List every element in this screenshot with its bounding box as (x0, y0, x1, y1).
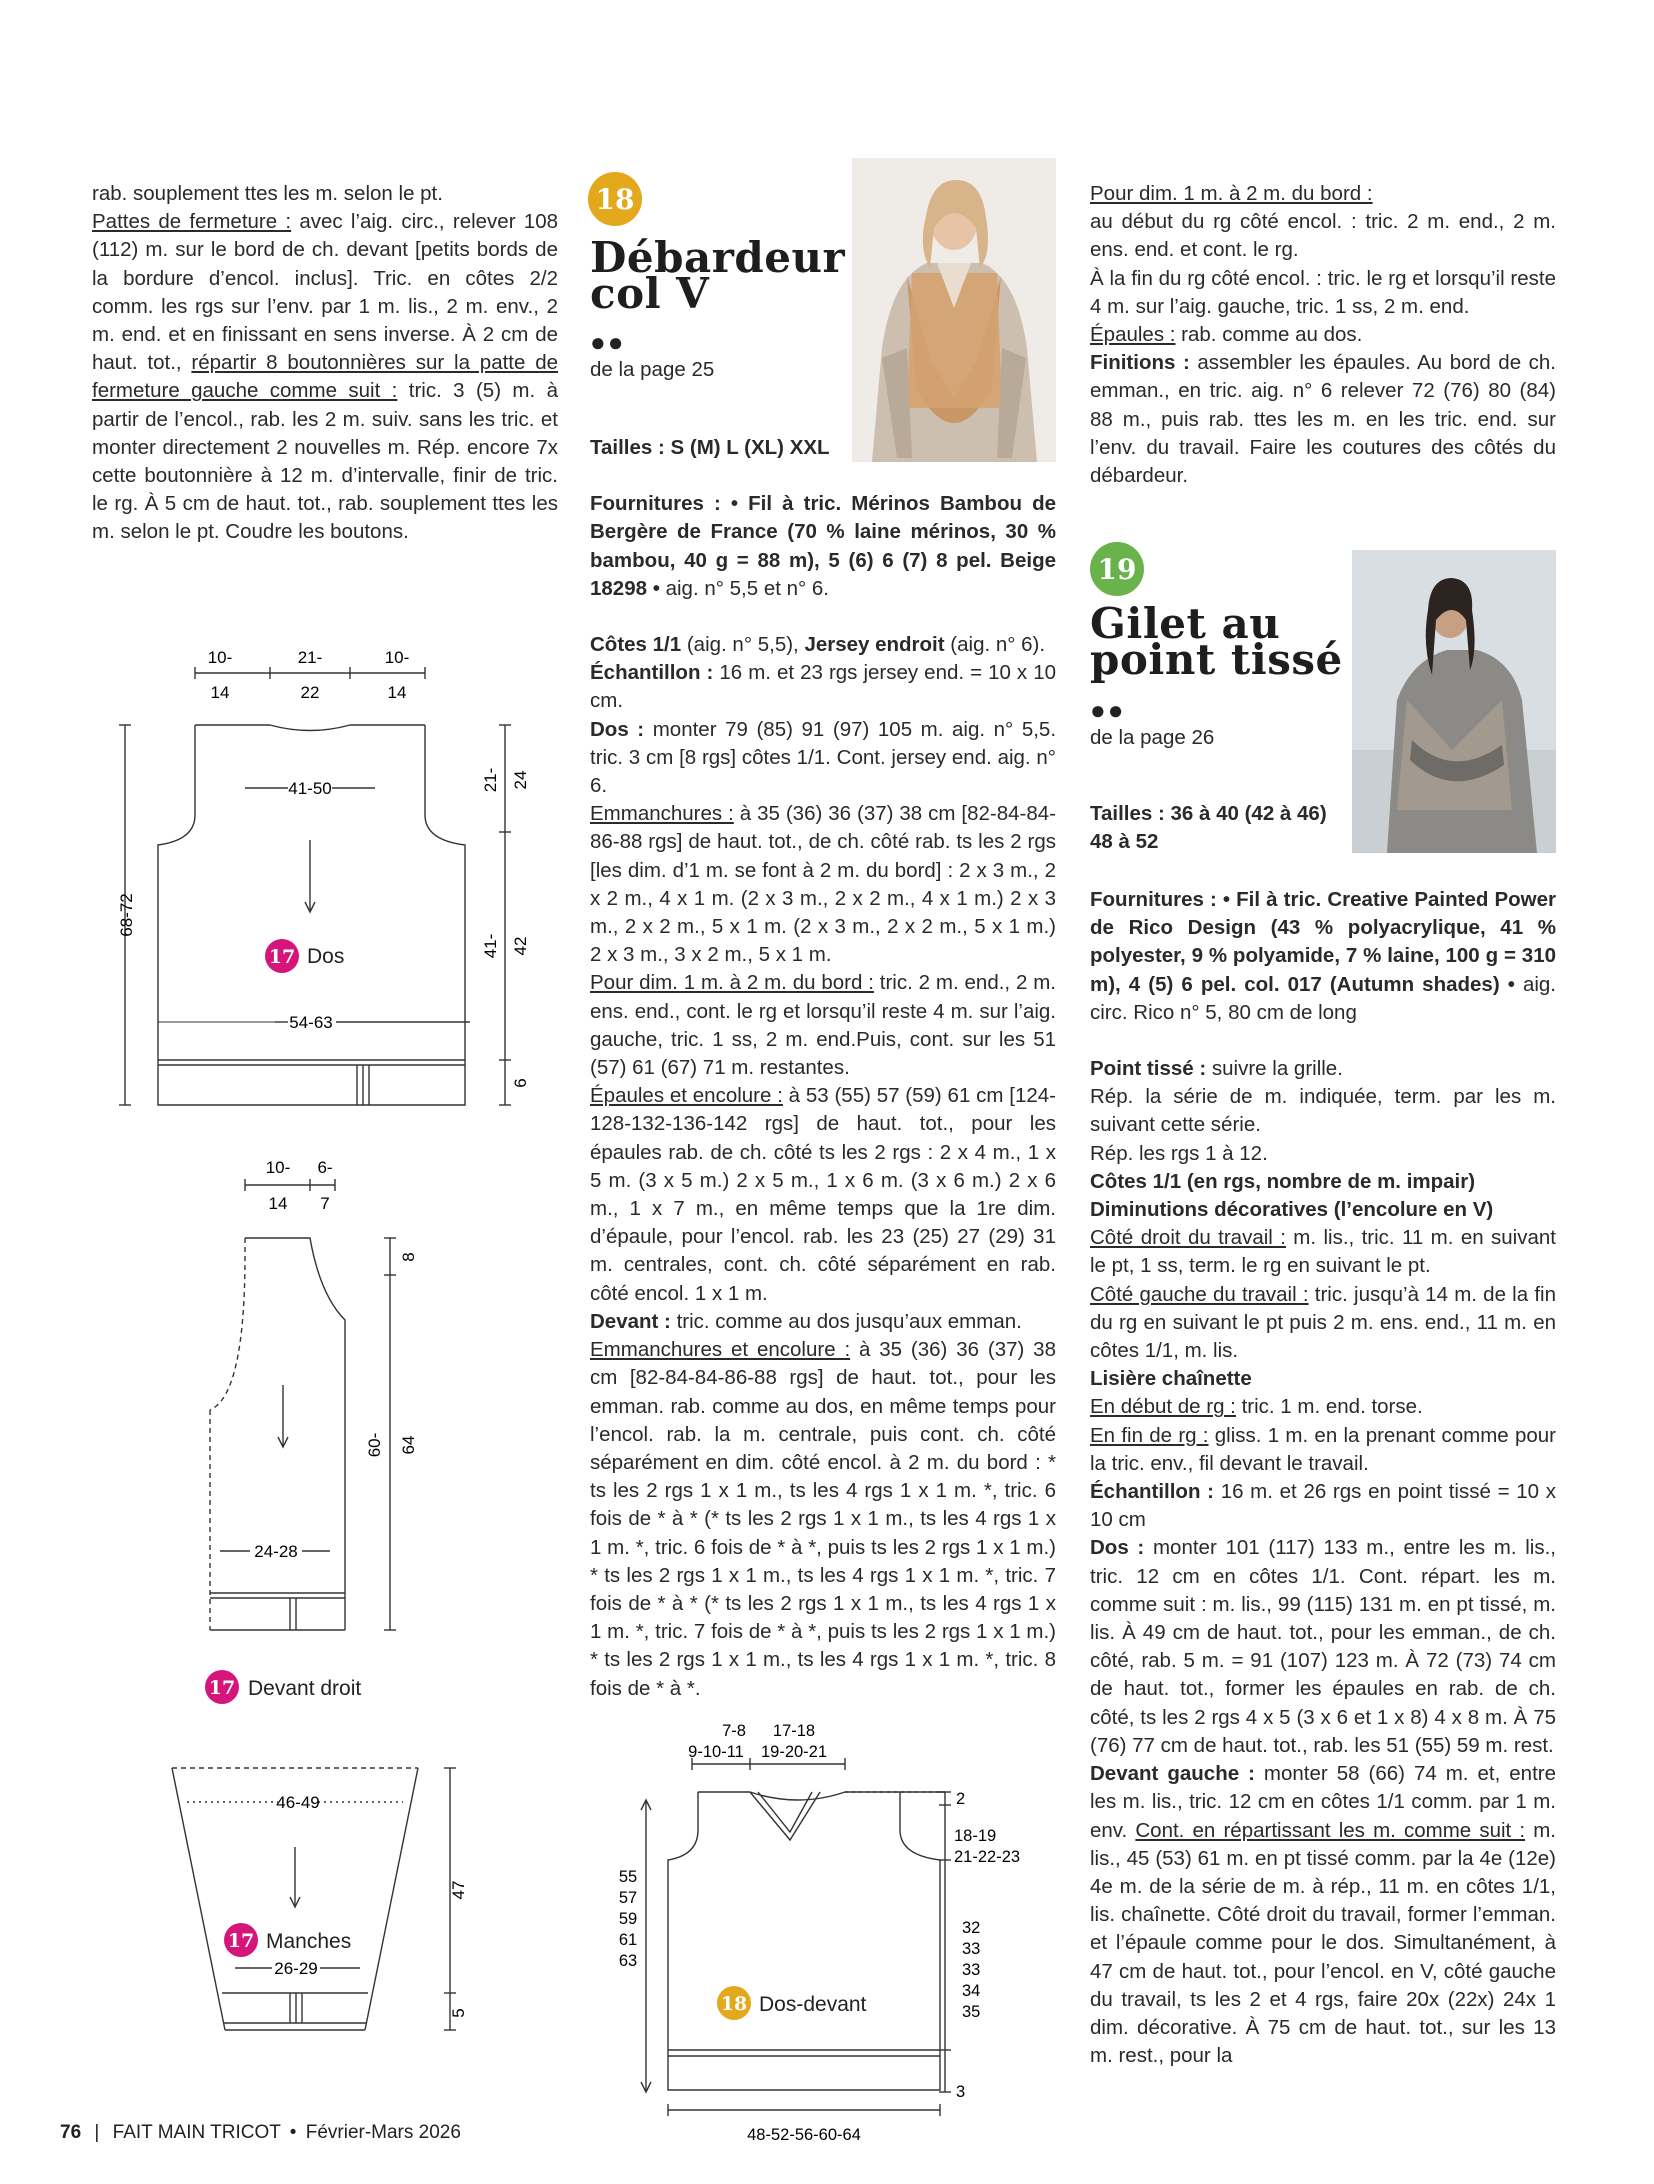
pattern19-number-badge: 19 (1090, 542, 1144, 596)
pattern19-cotes: Côtes 1/1 (en rgs, nombre de m. impair) (1090, 1169, 1476, 1193)
pattern19-supplies: Fournitures : • Fil à tric. Creative Painted Power de Rico Design (43 % polyacrylique, 41 % polyester, 9 % polyamide, 7 % laine, 100 g = 310 m), 4 (5) 6 pel. col. 017 (Autumn shades) • aig. circ. Rico n° 5, 80 cm de long (1090, 888, 1557, 1024)
right-epaules: Épaules : rab. comme au dos. (1090, 323, 1363, 347)
diagram-dos-devant (600, 1720, 1060, 2160)
pattern19-echantillon: Échantillon : 16 m. et 26 rgs en point tissé = 10 x 10 cm (1090, 1480, 1556, 1532)
pattern19-devant-gauche: Devant gauche : monter 58 (66) 74 m. et, entre les m. lis., tric. 12 cm en côtes 1/1 comm. par 1 m. env. Cont. en répartissant les m. comme suit : m. lis., 45 (53) 61 m. en pt tissé comm. par la 4e (12e) 4e m. de la série de m. à rép., 11 m. en côtes 1/1, lis. chaînette. Côté droit du travail, former l’emman. et l’épaule comme pour le dos. Simultanément, à 47 cm de haut. tot., pour l’encol. en V, côté gauche du travail, ts les 2 et 4 rgs, faire 20x (22x) 24x 1 dim. décorative. À 75 cm de haut. tot., sur les 13 m. rest., pour la (1090, 1762, 1556, 2068)
pattern19-from-page: de la page 26 (1090, 726, 1215, 749)
pattern19-lisiere: Lisière chaînette (1090, 1367, 1252, 1391)
dd-l-total-0: 55 (618, 1868, 638, 1886)
pattern19-fin-rg: En fin de rg : gliss. 1 m. en la prenant comme pour la tric. env., fil devant le travail. (1090, 1423, 1556, 1475)
dos-width-bottom: 54-63 (289, 1013, 333, 1032)
right-finitions: Finitions : assembler les épaules. Au bord de ch. emman., en tric. aig. n° 6 relever 72 (76) 80 (84) 88 m., puis rab. ttes les m. en les tric. end. sur l’env. du travail. Faire les coutures des côtés du débardeur. (1090, 351, 1556, 488)
pattern18-difficulty: ●● (590, 327, 626, 357)
manches-badge-number: 17 (227, 1930, 255, 1952)
diagram-dos (110, 640, 550, 1110)
dos-top-w1: 10- (207, 648, 233, 667)
pattern19-difficulty: ●● (1090, 695, 1126, 725)
devant-top-w2b: 7 (320, 1194, 330, 1213)
pattern19-pt2: Rép. la série de m. indiquée, term. par les m. suivant cette série. (1090, 1085, 1556, 1137)
right-pour-dim: au début du rg côté encol. : tric. 2 m. end., 2 m. ens. end. et cont. le rg. (1090, 210, 1556, 262)
pattern18-epaules: Épaules et encolure : à 53 (55) 57 (59) 61 cm [124-128-132-136-142 rgs] de haut. tot., pour les épaules rab. de ch. côté ts les 2 rgs : 2 x 4 m., 1 x 5 m. (3 x 5 m.) 2 x 5 m., 1 x 6 m. (3 x 6 m.) 2 x 6 m., 1 x 7 m., en même temps que la 1re dim. d’épaule, pour l’encol. rab. les 23 (25) 27 (29) 31 m. centrales, cont. ch. côté séparément en rab. côté encol. 1 x 1 m. (590, 1084, 1056, 1305)
pattern18-emmanchures: Emmanchures : à 35 (36) 36 (37) 38 cm [82-84-84-86-88 rgs] de haut. tot., de ch. côté rab. ts les 2 rgs [les dim. d’1 m. se font à 2 m. du bord] : 2 x 3 m., 2 x 2 m., 4 x 1 m. (2 x 3 m., 2 x 2 m., 4 x 1 m.) 2 x 3 m., 2 x 2 m., 5 x 1 m. (2 x 3 m., 2 x 2 m., 5 x 1 m.) 2 x 3 m., 3 x 2 m., 5 x 1 m. (590, 802, 1056, 967)
dd-badge-number: 18 (720, 1993, 748, 2015)
pattern18-photo (852, 158, 1056, 462)
pattern18-from-page: de la page 25 (590, 358, 715, 381)
dd-l-total-2: 59 (618, 1910, 638, 1928)
devant-label: Devant droit (248, 1677, 362, 1700)
dos-h-body-b: 42 (511, 936, 530, 956)
pattern18-dos: Dos : monter 79 (85) 91 (97) 105 m. aig. n° 5,5. tric. 3 cm [8 rgs] côtes 1/1. Cont. jersey end. aig. n° 6. (590, 717, 1057, 798)
right-fin: À la fin du rg côté encol. : tric. le rg et lorsqu’il reste 4 m. sur l’aig. gauche, tric. 1 ss, 2 m. end. (1090, 266, 1556, 318)
devant-badge-number: 17 (208, 1677, 236, 1699)
pattern19-sizes: Tailles : 36 à 40 (42 à 46) 48 à 52 (1090, 802, 1327, 854)
manches-width-bottom: 26-29 (274, 1959, 318, 1978)
right-pour-dim-heading: Pour dim. 1 m. à 2 m. du bord : (1090, 182, 1373, 205)
dos-badge-number: 17 (268, 946, 296, 968)
dd-top-b2: 19-20-21 (760, 1743, 828, 1761)
pattern19-photo (1352, 550, 1556, 853)
devant-top-w2: 6- (317, 1158, 333, 1177)
magazine-name: FAIT MAIN TRICOT (112, 2122, 281, 2143)
dd-top-b1: 17-18 (772, 1722, 816, 1740)
pattern19-cote-gauche: Côté gauche du travail : tric. jusqu’à 14 m. de la fin du rg en suivant le pt puis 2 m. ens. end., 11 m. en côtes 1/1, m. lis. (1090, 1282, 1556, 1363)
left-p1: rab. souplement ttes les m. selon le pt. (92, 182, 443, 205)
dos-h-body-a: 41- (481, 933, 500, 959)
pattern19-pt3: Rép. les rgs 1 à 12. (1090, 1141, 1268, 1165)
footer-separator: | (94, 2122, 100, 2143)
dos-height-total: 68-72 (117, 893, 136, 937)
left-p2: Pattes de fermeture : avec l’aig. circ., relever 108 (112) m. sur le bord de ch. devant [petits bords de la bordure d’encol. inclus]. Tric. en côtes 2/2 comm. les rgs sur l’env. par 1 m. lis., 2 m. env., 2 m. end. et en finissant en sens inverse. À 2 cm de haut. tot., répartir 8 boutonnières sur la patte de fermeture gauche comme suit : tric. 3 (5) m. à partir de l’encol., rab. les 2 m. suiv. sans les tric. et monter directement 2 nouvelles m. Rép. encore 7x cette boutonnière à 12 m. d’intervalle, finir de tric. le rg. À 5 cm de haut. tot., rab. souplement ttes les m. selon le pt. Coudre les boutons. (92, 210, 559, 544)
manches-h-total: 47 (449, 1880, 468, 1900)
dd-l-total-3: 61 (618, 1931, 638, 1949)
devant-width-bottom: 24-28 (254, 1542, 298, 1561)
pattern19-point-tisse: Point tissé : suivre la grille. (1090, 1057, 1343, 1081)
dd-r-body-1: 33 (962, 1940, 981, 1958)
pattern19-title: Gilet au point tissé (1090, 599, 1343, 684)
dd-bottom: 48-52-56-60-64 (747, 2126, 861, 2144)
pattern19-dim-deco: Diminutions décoratives (l’encolure en V) (1090, 1198, 1494, 1222)
pattern18-emman-encolure: Emmanchures et encolure : à 35 (36) 36 (37) 38 cm [82-84-84-86-88 rgs] de haut. tot., pour les emman. rab. comme au dos, en même temps pour l’encol. rab. la m. centrale, puis cont. ch. côté séparément en dim. côté encol. à 2 m. du bord : * ts les 2 rgs 1 x 1 m., ts les 4 rgs 1 x 1 m. *, tric. 6 fois de * à * (* ts les 2 rgs 1 x 1 m., ts les 4 rgs 1 x 1 m. *, tric. 6 fois de * à *, puis ts les 2 rgs 1 x 1 m.) * ts les 2 rgs 1 x 1 m., ts les 4 rgs 1 x 1 m. *, tric. 7 fois de * à * (* ts les 2 rgs 1 x 1 m., ts les 4 rgs 1 x 1 m. *, tric. 7 fois de * à *, puis ts les 2 rgs 1 x 1 m.) * ts les 2 rgs 1 x 1 m., ts les 4 rgs 1 x 1 m. *, tric. 8 fois de * à *. (590, 1338, 1056, 1700)
footer-bullet: • (289, 2122, 297, 2143)
dos-h-arm-b: 24 (511, 770, 530, 790)
dd-r-body-0: 32 (962, 1919, 981, 1937)
dos-label: Dos (307, 945, 345, 968)
pattern19-debut-rg: En début de rg : tric. 1 m. end. torse. (1090, 1395, 1423, 1419)
manches-label: Manches (266, 1930, 352, 1953)
dd-r-arm2: 21-22-23 (954, 1848, 1021, 1866)
dd-r-arm1: 18-19 (954, 1827, 997, 1845)
dos-top-w1b: 14 (210, 683, 230, 702)
devant-top-w1: 10- (265, 1158, 291, 1177)
pattern19-dos: Dos : monter 101 (117) 133 m., entre les m. lis., tric. 12 cm en côtes 1/1. Cont. répart. les m. comme suit : m. lis., 99 (115) 131 m. en pt tissé, m. lis. À 49 cm de haut. tot., pour les emman., de ch. côté, rab. 5 m. = 91 (107) 123 m. À 72 (73) 74 cm de haut. tot., former les épaules en rab. de ch. côté, ts les 2 rgs 4 x 5 (3 x 6 et 1 x 8) 4 x 8 m. À 75 (76) 77 cm de haut. tot., rab. les 51 (55) 59 m. rest. (1090, 1536, 1557, 1757)
dd-r-body-3: 34 (962, 1982, 981, 2000)
dd-r-rib: 3 (956, 2083, 966, 2101)
page-number: 76 (60, 2122, 82, 2143)
devant-top-w1b: 14 (268, 1194, 288, 1213)
pattern18-sizes: Tailles : S (M) L (XL) XXL (590, 436, 830, 459)
devant-h-total-b: 64 (399, 1435, 418, 1455)
issue-date: Février-Mars 2026 (305, 2122, 461, 2143)
page-footer (60, 2122, 461, 2144)
pattern19-cote-droit: Côté droit du travail : m. lis., tric. 11 m. en suivant le pt, 1 ss, term. le rg en suivant le pt. (1090, 1226, 1556, 1278)
dd-r-body-2: 33 (962, 1961, 981, 1979)
dos-top-w2b: 22 (300, 683, 320, 702)
dd-r-body-4: 35 (962, 2003, 981, 2021)
pattern18-echantillon: Échantillon : 16 m. et 23 rgs jersey end. = 10 x 10 cm. (590, 661, 1057, 713)
dos-h-rib: 6 (511, 1078, 530, 1088)
pattern18-points: Côtes 1/1 (aig. n° 5,5), Jersey endroit (aig. n° 6). (590, 633, 1046, 657)
diagram-devant-droit (190, 1145, 450, 1705)
dos-width-top: 41-50 (288, 779, 332, 798)
pattes-heading: Pattes de fermeture : (92, 210, 292, 234)
right-column-top-text (1090, 180, 1556, 490)
dd-top-a2: 9-10-11 (688, 1743, 744, 1761)
devant-h-total-a: 60- (365, 1432, 384, 1458)
pattern18-pour-dim: Pour dim. 1 m. à 2 m. du bord : tric. 2 m. end., 2 m. ens. end., cont. le rg et lorsqu’il reste 4 m. sur l’aig. gauche, tric. 1 ss, 2 m. end.Puis, cont. sur les 51 (57) 61 (67) 71 m. restantes. (590, 971, 1056, 1080)
dos-top-w3: 10- (384, 648, 410, 667)
pattern18-devant: Devant : tric. comme au dos jusqu’aux emman. (590, 1309, 1022, 1333)
dd-l-total-4: 63 (618, 1952, 638, 1970)
dd-label: Dos-devant (759, 1993, 867, 2016)
devant-h-top: 8 (399, 1252, 418, 1262)
middle-column-text (590, 434, 1056, 1703)
dos-top-w3b: 14 (387, 683, 407, 702)
diagram-manches (160, 1755, 480, 2085)
dd-r-top: 2 (956, 1790, 966, 1808)
dd-top-a1: 7-8 (722, 1722, 746, 1740)
dos-top-w2: 21- (297, 648, 323, 667)
pattern18-supplies: Fournitures : • Fil à tric. Mérinos Bambou de Bergère de France (70 % laine mérinos, 30 % bambou, 40 g = 88 m), 5 (6) 6 (7) 8 pel. Beige 18298 • aig. n° 5,5 et n° 6. (590, 492, 1056, 600)
pattern18-title: Débardeur col V (590, 233, 846, 318)
manches-width-top: 46-49 (276, 1793, 320, 1812)
pattern18-number-badge: 18 (588, 172, 642, 226)
dd-l-total-1: 57 (618, 1889, 638, 1907)
right-column-19-text (1090, 886, 1556, 2070)
dos-h-arm-a: 21- (481, 767, 500, 793)
left-column-text (92, 180, 558, 547)
manches-h-rib: 5 (449, 2008, 468, 2018)
